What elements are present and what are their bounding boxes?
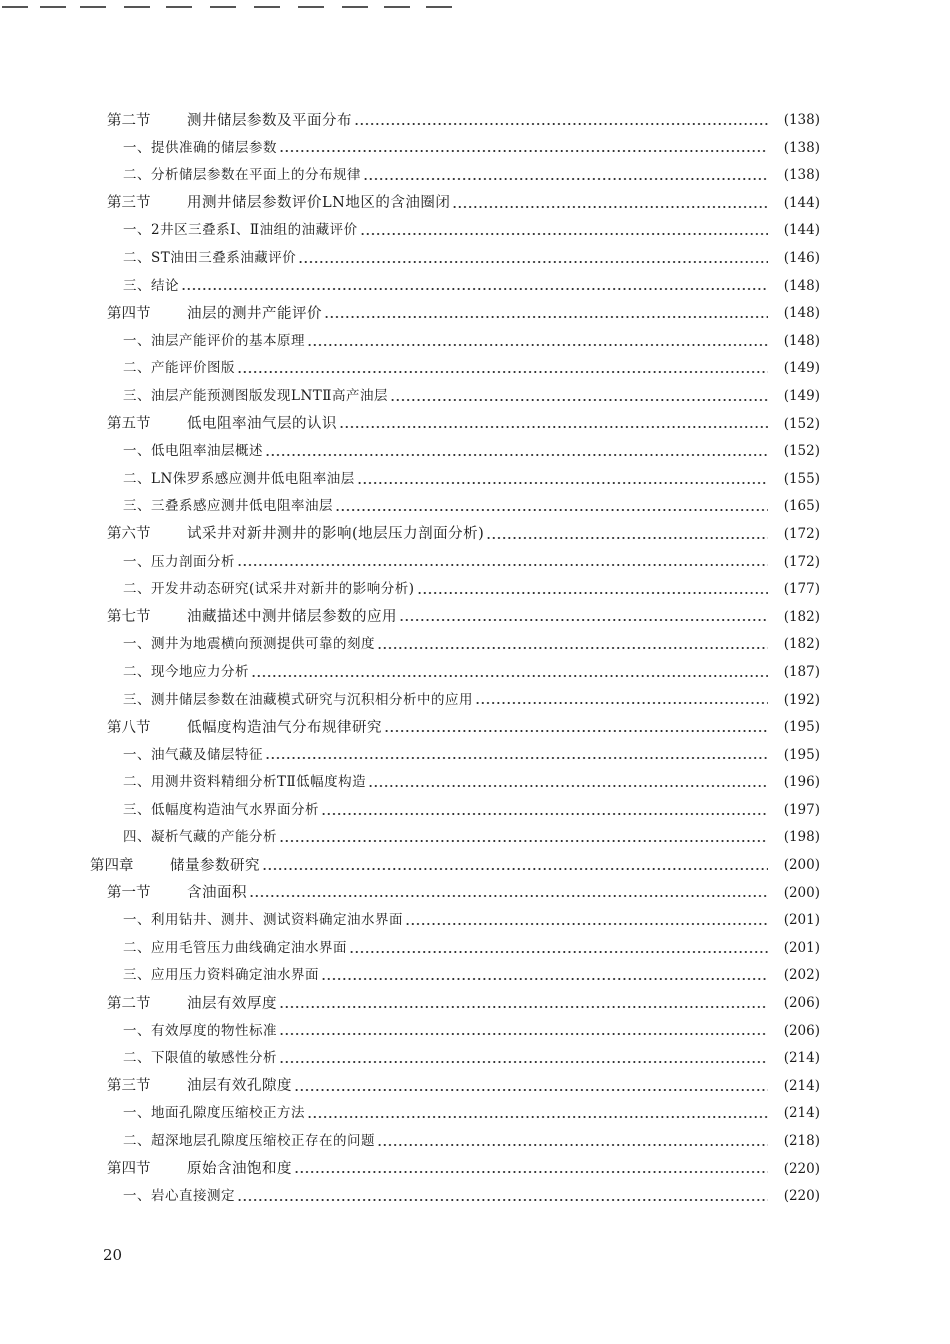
toc-entry-item — [0, 659, 950, 687]
toc-entry-page: (149) — [783, 360, 820, 377]
toc-entry-title: 三、低幅度构造油气水界面分析 — [123, 801, 319, 818]
toc-entry-page: (195) — [783, 746, 820, 763]
toc-entry-title: 原始含油饱和度 — [187, 1161, 292, 1178]
dot-leader — [475, 693, 768, 707]
toc-entry-title: 一、岩心直接测定 — [123, 1188, 235, 1205]
toc-entry-section — [0, 521, 950, 549]
toc-entry-section — [0, 714, 950, 742]
toc-entry-number: 第八节 — [107, 719, 151, 736]
toc-entry-number: 第六节 — [107, 526, 151, 543]
toc-entry-item — [0, 631, 950, 659]
toc-entry-section — [0, 411, 950, 439]
toc-entry-chapter — [0, 852, 950, 880]
dot-leader — [357, 473, 768, 487]
toc-entry-page: (197) — [783, 801, 820, 818]
toc-entry-title: 试采井对新井测井的影响(地层压力剖面分析) — [187, 526, 485, 543]
toc-entry-page: (206) — [783, 995, 820, 1012]
toc-entry-title: 一、有效厚度的物性标准 — [123, 1022, 277, 1039]
toc-entry-section — [0, 1073, 950, 1101]
dot-leader — [363, 169, 768, 183]
toc-entry-page: (148) — [783, 332, 820, 349]
dot-leader — [335, 500, 768, 514]
toc-entry-item — [0, 438, 950, 466]
toc-entry-title: 一、油层产能评价的基本原理 — [123, 332, 305, 349]
toc-entry-title: 一、测井为地震横向预测提供可靠的刻度 — [123, 636, 375, 653]
toc-entry-title: 一、低电阻率油层概述 — [123, 443, 263, 460]
toc-entry-item — [0, 769, 950, 797]
dot-leader — [368, 776, 768, 790]
dot-leader — [307, 1107, 768, 1121]
toc-entry-item — [0, 1183, 950, 1211]
toc-entry-page: (214) — [783, 1050, 820, 1067]
dot-leader — [279, 831, 768, 845]
toc-entry-page: (201) — [783, 939, 820, 956]
toc-entry-page: (187) — [783, 663, 820, 680]
toc-entry-page: (138) — [783, 139, 820, 156]
toc-entry-title: 四、凝析气藏的产能分析 — [123, 829, 277, 846]
toc-entry-page: (195) — [783, 719, 820, 736]
toc-entry-item — [0, 742, 950, 770]
toc-entry-title: 二、产能评价图版 — [123, 360, 235, 377]
toc-entry-page: (172) — [783, 553, 820, 570]
toc-entry-item — [0, 493, 950, 521]
toc-entry-number: 第一节 — [107, 885, 151, 902]
toc-entry-item — [0, 824, 950, 852]
toc-entry-page: (146) — [783, 250, 820, 267]
toc-entry-number: 第五节 — [107, 416, 151, 433]
toc-entry-page: (198) — [783, 829, 820, 846]
toc-entry-title: 二、开发井动态研究(试采井对新井的影响分析) — [123, 581, 415, 598]
toc-entry-section — [0, 107, 950, 135]
toc-entry-item — [0, 797, 950, 825]
toc-entry-page: (214) — [783, 1077, 820, 1094]
toc-entry-title: 油层有效厚度 — [187, 995, 277, 1012]
toc-entry-item — [0, 135, 950, 163]
toc-entry-item — [0, 907, 950, 935]
toc-entry-title: 二、分析储层参数在平面上的分布规律 — [123, 167, 361, 184]
toc-entry-item — [0, 1128, 950, 1156]
toc-entry-page: (196) — [783, 774, 820, 791]
toc-entry-page: (144) — [783, 222, 820, 239]
toc-entry-page: (138) — [783, 167, 820, 184]
toc-entry-number: 第四章 — [90, 857, 134, 874]
dot-leader — [294, 1162, 768, 1176]
toc-entry-page: (165) — [783, 498, 820, 515]
dot-leader — [249, 886, 768, 900]
toc-entry-title: 油层的测井产能评价 — [187, 305, 322, 322]
toc-entry-item — [0, 1100, 950, 1128]
toc-entry-title: 二、ST油田三叠系油藏评价 — [123, 250, 297, 267]
dot-leader — [377, 638, 768, 652]
toc-entry-page: (177) — [783, 581, 820, 598]
dot-leader — [237, 555, 768, 569]
toc-entry-title: 二、用测井资料精细分析TⅡ低幅度构造 — [123, 774, 367, 791]
toc-entry-page: (182) — [783, 608, 820, 625]
toc-entry-page: (200) — [783, 857, 820, 874]
dot-leader — [307, 335, 768, 349]
toc-entry-title: 三、测井储层参数在油藏模式研究与沉积相分析中的应用 — [123, 691, 473, 708]
toc-entry-item — [0, 466, 950, 494]
toc-entry-page: (155) — [783, 470, 820, 487]
dot-leader — [237, 1190, 768, 1204]
toc-entry-item — [0, 245, 950, 273]
toc-entry-title: 油层有效孔隙度 — [187, 1078, 292, 1095]
toc-entry-title: 低幅度构造油气分布规律研究 — [187, 719, 382, 736]
toc-entry-title: 三、三叠系感应测井低电阻率油层 — [123, 498, 333, 515]
toc-entry-title: 二、LN侏罗系感应测井低电阻率油层 — [123, 470, 355, 487]
dot-leader — [390, 390, 768, 404]
dot-leader — [399, 610, 768, 624]
dot-leader — [279, 141, 768, 155]
dot-leader — [294, 1080, 768, 1094]
toc-entry-page: (220) — [783, 1188, 820, 1205]
dot-leader — [417, 583, 768, 597]
dot-leader — [279, 1052, 768, 1066]
toc-entry-page: (214) — [783, 1105, 820, 1122]
toc-entry-section — [0, 880, 950, 908]
toc-entry-title: 一、2井区三叠系Ⅰ、Ⅱ油组的油藏评价 — [123, 222, 358, 239]
toc-entry-title: 二、应用毛管压力曲线确定油水界面 — [123, 939, 347, 956]
dot-leader — [181, 279, 768, 293]
toc-entry-page: (144) — [783, 194, 820, 211]
top-dashed-rule — [0, 0, 460, 12]
toc-entry-section — [0, 300, 950, 328]
dot-leader — [279, 1024, 768, 1038]
toc-entry-page: (200) — [783, 884, 820, 901]
toc-entry-page: (138) — [783, 112, 820, 129]
toc-entry-title: 三、应用压力资料确定油水界面 — [123, 967, 319, 984]
toc-entry-title: 一、油气藏及储层特征 — [123, 746, 263, 763]
toc-entry-title: 二、现今地应力分析 — [123, 663, 249, 680]
toc-entry-number: 第二节 — [107, 995, 151, 1012]
toc-entry-item — [0, 217, 950, 245]
toc-entry-page: (149) — [783, 387, 820, 404]
dot-leader — [324, 307, 768, 321]
toc-entry-page: (152) — [783, 415, 820, 432]
table-of-contents — [0, 107, 950, 1211]
toc-entry-number: 第七节 — [107, 609, 151, 626]
toc-entry-item — [0, 549, 950, 577]
dot-leader — [452, 197, 768, 211]
dot-leader — [349, 942, 768, 956]
toc-entry-item — [0, 328, 950, 356]
page-number: 20 — [103, 1246, 123, 1264]
toc-entry-item — [0, 162, 950, 190]
toc-entry-item — [0, 576, 950, 604]
toc-entry-item — [0, 962, 950, 990]
dot-leader — [360, 224, 768, 238]
dot-leader — [298, 252, 768, 266]
dot-leader — [486, 528, 768, 542]
dot-leader — [339, 417, 768, 431]
toc-entry-title: 二、超深地层孔隙度压缩校正存在的问题 — [123, 1133, 375, 1150]
toc-entry-page: (201) — [783, 912, 820, 929]
dot-leader — [279, 997, 768, 1011]
dot-leader — [321, 804, 768, 818]
toc-entry-page: (172) — [783, 525, 820, 542]
toc-entry-number: 第二节 — [107, 112, 151, 129]
dot-leader — [265, 748, 768, 762]
dot-leader — [265, 445, 768, 459]
toc-entry-title: 测井储层参数及平面分布 — [187, 112, 352, 129]
toc-entry-item — [0, 935, 950, 963]
toc-entry-item — [0, 1018, 950, 1046]
toc-entry-title: 含油面积 — [187, 885, 247, 902]
toc-entry-item — [0, 383, 950, 411]
toc-entry-title: 储量参数研究 — [170, 857, 260, 874]
toc-entry-title: 三、结论 — [123, 277, 179, 294]
toc-entry-number: 第四节 — [107, 1161, 151, 1178]
toc-entry-section — [0, 990, 950, 1018]
toc-entry-page: (148) — [783, 277, 820, 294]
dot-leader — [377, 1135, 768, 1149]
dot-leader — [384, 721, 768, 735]
toc-entry-item — [0, 273, 950, 301]
dot-leader — [237, 362, 768, 376]
toc-entry-title: 油藏描述中测井储层参数的应用 — [187, 609, 397, 626]
toc-entry-page: (152) — [783, 443, 820, 460]
toc-entry-page: (182) — [783, 636, 820, 653]
toc-entry-item — [0, 1045, 950, 1073]
toc-entry-section — [0, 1156, 950, 1184]
dot-leader — [262, 859, 768, 873]
toc-entry-title: 二、下限值的敏感性分析 — [123, 1050, 277, 1067]
toc-entry-title: 一、提供准确的储层参数 — [123, 139, 277, 156]
toc-entry-item — [0, 355, 950, 383]
toc-entry-page: (218) — [783, 1133, 820, 1150]
toc-entry-title: 用测井储层参数评价LN地区的含油圈闭 — [187, 195, 451, 212]
toc-entry-page: (220) — [783, 1160, 820, 1177]
toc-entry-item — [0, 686, 950, 714]
toc-entry-title: 一、利用钻井、测井、测试资料确定油水界面 — [123, 912, 403, 929]
toc-entry-title: 低电阻率油气层的认识 — [187, 416, 337, 433]
dot-leader — [251, 666, 768, 680]
toc-entry-number: 第三节 — [107, 1078, 151, 1095]
toc-entry-title: 三、油层产能预测图版发现LNTⅡ高产油层 — [123, 387, 388, 404]
toc-entry-title: 一、地面孔隙度压缩校正方法 — [123, 1105, 305, 1122]
toc-entry-number: 第三节 — [107, 195, 151, 212]
dot-leader — [354, 114, 768, 128]
toc-entry-page: (206) — [783, 1022, 820, 1039]
toc-entry-page: (192) — [783, 691, 820, 708]
toc-entry-section — [0, 190, 950, 218]
toc-entry-page: (148) — [783, 305, 820, 322]
toc-entry-page: (202) — [783, 967, 820, 984]
toc-entry-title: 一、压力剖面分析 — [123, 553, 235, 570]
toc-entry-number: 第四节 — [107, 305, 151, 322]
dot-leader — [321, 969, 768, 983]
dot-leader — [405, 914, 768, 928]
toc-entry-section — [0, 604, 950, 632]
